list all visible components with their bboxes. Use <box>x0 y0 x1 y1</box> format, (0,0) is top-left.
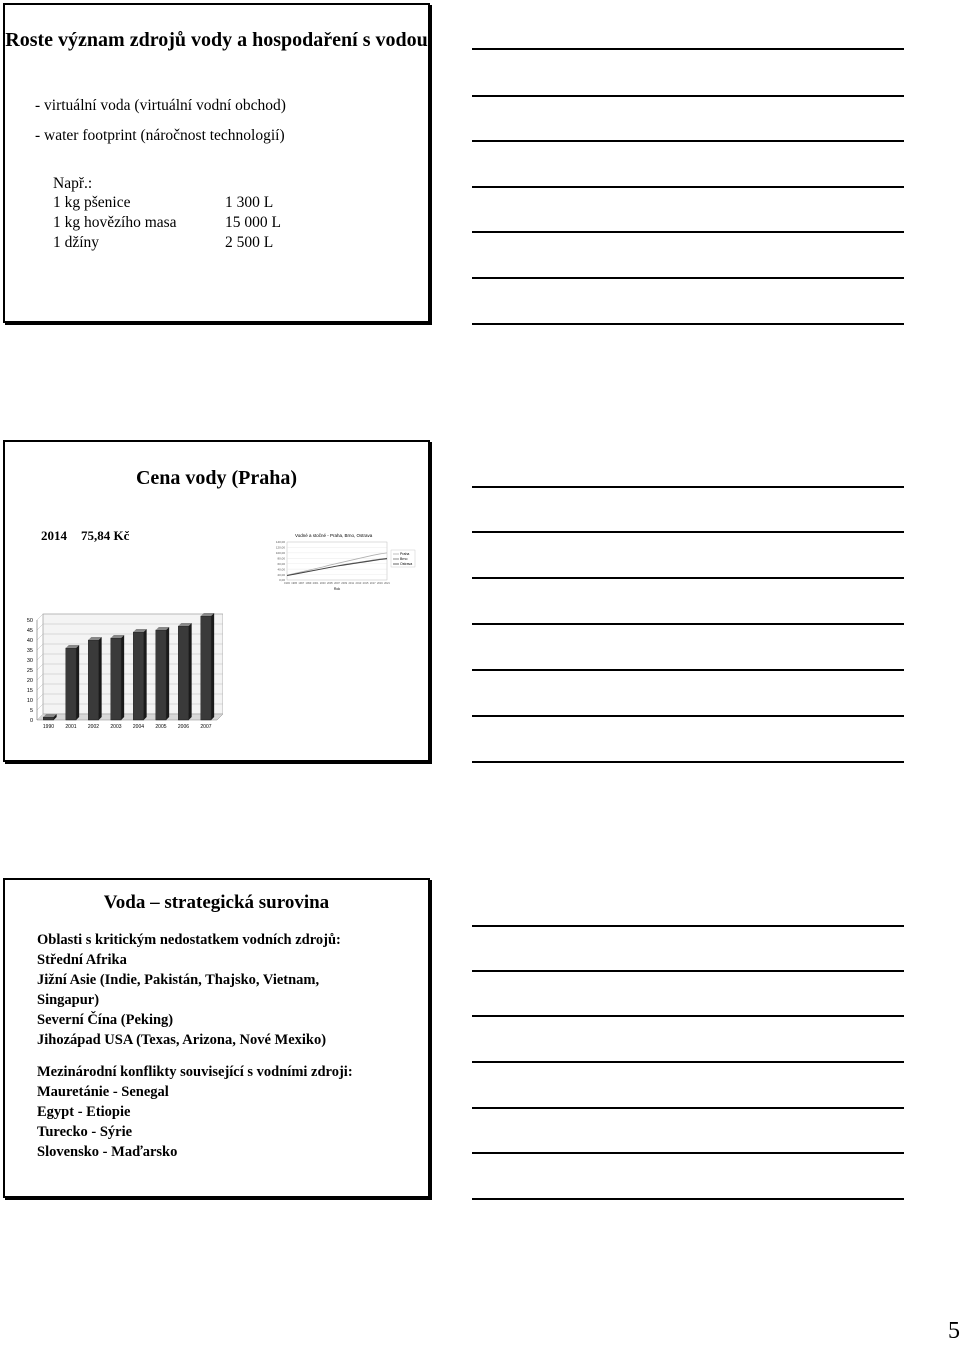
y-tick-label: 50 <box>26 618 33 624</box>
list-item: Jihozápad USA (Texas, Arizona, Nové Mexiko) <box>37 1032 327 1048</box>
note-line <box>472 486 904 488</box>
x-tick-label: 2005 <box>326 582 333 585</box>
legend-label: Brno <box>400 557 408 562</box>
bar <box>201 616 211 720</box>
row-item: 1 kg pšenice <box>53 194 131 211</box>
x-tick-label: 2003 <box>319 582 326 585</box>
bar-side <box>189 623 192 720</box>
note-line <box>472 623 904 625</box>
slide-1-title: Roste význam zdrojů vody a hospodaření s vodou <box>5 29 428 51</box>
y-tick-label: 5 <box>29 708 33 714</box>
spacer <box>37 1050 427 1062</box>
bullet-water-footprint: - water footprint (náročnost technologií) <box>35 127 285 144</box>
y-tick-label: 20,00 <box>277 572 285 577</box>
note-line <box>472 1107 904 1109</box>
note-line <box>472 761 904 763</box>
x-tick-label: 2011 <box>348 582 355 585</box>
y-tick-label: 45 <box>26 628 33 634</box>
note-line <box>472 1015 904 1017</box>
x-tick-label: 2002 <box>87 724 100 728</box>
x-tick-label: 2006 <box>177 724 190 728</box>
x-tick-label: 2009 <box>341 582 348 585</box>
bar-side <box>121 635 124 720</box>
current-price <box>41 528 143 544</box>
legend-label: Ostrava <box>400 562 413 567</box>
list-item: Střední Afrika <box>37 952 127 968</box>
list-item: Singapur) <box>37 992 100 1008</box>
x-tick-label: 2019 <box>376 582 383 585</box>
x-tick-label: 2015 <box>362 582 369 585</box>
table-row <box>53 213 345 233</box>
x-tick-label: 1999 <box>305 582 312 585</box>
y-tick-label: 40 <box>26 638 33 644</box>
slide-2-title: Cena vody (Praha) <box>135 467 298 489</box>
y-tick-label: 20 <box>26 678 33 684</box>
y-tick-label: 120,00 <box>275 545 285 550</box>
list-item: Mauretánie - Senegal <box>37 1084 169 1100</box>
slide-2 <box>3 440 430 762</box>
gridline <box>37 634 43 640</box>
gridline <box>37 684 43 690</box>
y-tick-label: 30 <box>26 658 33 664</box>
row-value: 1 300 L <box>225 194 274 211</box>
note-line <box>472 1198 904 1200</box>
x-tick-label: 2017 <box>369 582 376 585</box>
gridline <box>37 644 43 650</box>
y-tick-label: 40,00 <box>277 567 285 572</box>
list-item: Slovensko - Maďarsko <box>37 1144 178 1160</box>
legend-label: Praha <box>400 552 410 557</box>
bar <box>156 630 166 720</box>
note-line <box>472 715 904 717</box>
note-line <box>472 970 904 972</box>
price-year: 2014 <box>41 528 67 543</box>
row-value: 15 000 L <box>225 214 281 231</box>
price-bar-chart <box>13 610 223 728</box>
x-tick-label: 1993 <box>284 582 290 585</box>
note-line <box>472 925 904 927</box>
y-tick-label: 80,00 <box>277 556 285 561</box>
bar <box>178 626 188 720</box>
row-item: 1 kg hovězího masa <box>53 214 177 231</box>
note-line <box>472 669 904 671</box>
note-line <box>472 140 904 142</box>
x-tick-label: 1995 <box>291 582 298 585</box>
gridline <box>37 624 43 630</box>
y-tick-label: 10 <box>26 698 33 704</box>
note-line <box>472 186 904 188</box>
gridline <box>37 674 43 680</box>
x-tick-label: 2007 <box>334 582 340 585</box>
chart-title: Vodné a stočné - Praha, Brno, Ostrava <box>295 533 373 538</box>
x-tick-label: 2003 <box>110 724 122 728</box>
y-tick-label: 100,00 <box>275 551 285 556</box>
y-tick-label: 35 <box>26 648 33 654</box>
y-tick-label: 25 <box>26 668 33 674</box>
bar <box>66 648 76 720</box>
bar <box>111 638 121 720</box>
x-tick-label: 1997 <box>298 582 305 585</box>
plot-floor <box>37 714 223 720</box>
x-tick-label: 2004 <box>132 724 145 728</box>
bar <box>88 640 98 720</box>
slide-3 <box>3 878 430 1198</box>
note-line <box>472 531 904 533</box>
bar-side <box>166 627 169 720</box>
x-tick-label: 2001 <box>65 724 77 728</box>
note-line <box>472 48 904 50</box>
y-tick-label: 0,00 <box>279 578 285 583</box>
note-line <box>472 277 904 279</box>
row-value: 2 500 L <box>225 234 274 251</box>
note-line <box>472 1152 904 1154</box>
bar-side <box>99 637 102 720</box>
y-tick-label: 0 <box>29 718 33 724</box>
bar-side <box>144 629 147 720</box>
note-line <box>472 231 904 233</box>
x-axis-title: Rok <box>333 587 341 591</box>
bar <box>43 717 53 720</box>
table-row <box>53 193 345 213</box>
bar-side <box>76 645 79 720</box>
y-tick-label: 60,00 <box>277 561 285 566</box>
slide-3-title: Voda – strategická surovina <box>103 892 330 913</box>
list-item: Severní Čína (Peking) <box>37 1012 174 1028</box>
slide-1 <box>3 3 430 323</box>
x-tick-label: 2021 <box>384 582 390 585</box>
gridline <box>37 614 43 620</box>
list-item: Turecko - Sýrie <box>37 1124 133 1140</box>
x-tick-label: 2007 <box>200 724 212 728</box>
note-line <box>472 95 904 97</box>
page-number: 5 <box>948 1318 960 1344</box>
y-tick-label: 15 <box>26 688 33 694</box>
price-value: 75,84 Kč <box>81 528 130 543</box>
bar <box>133 632 143 720</box>
note-line <box>472 577 904 579</box>
conflicts-heading: Mezinárodní konflikty související s vodními zdroji: <box>37 1064 353 1080</box>
note-line <box>472 323 904 325</box>
row-item: 1 džíny <box>53 234 100 251</box>
bar-side <box>211 613 214 720</box>
list-item: Jižní Asie (Indie, Pakistán, Thajsko, Vietnam, <box>37 972 320 988</box>
y-tick-label: 140,00 <box>275 540 285 545</box>
bullet-virtual-water: - virtuální voda (virtuální vodní obchod) <box>35 97 286 114</box>
example-intro: Např.: <box>53 175 93 192</box>
table-row <box>53 233 345 253</box>
x-tick-label: 1990 <box>42 724 55 728</box>
critical-areas-heading: Oblasti s kritickým nedostatkem vodních zdrojů: <box>37 932 341 948</box>
price-line-chart <box>267 530 417 594</box>
note-line <box>472 1061 904 1063</box>
list-item: Egypt - Etiopie <box>37 1104 131 1120</box>
water-example-table <box>53 193 345 253</box>
x-tick-label: 2005 <box>155 724 167 728</box>
gridline <box>37 704 43 710</box>
slide-3-body <box>37 930 427 1162</box>
gridline <box>37 694 43 700</box>
x-tick-label: 2001 <box>312 582 319 585</box>
x-tick-label: 2013 <box>355 582 362 585</box>
gridline <box>37 664 43 670</box>
gridline <box>37 654 43 660</box>
